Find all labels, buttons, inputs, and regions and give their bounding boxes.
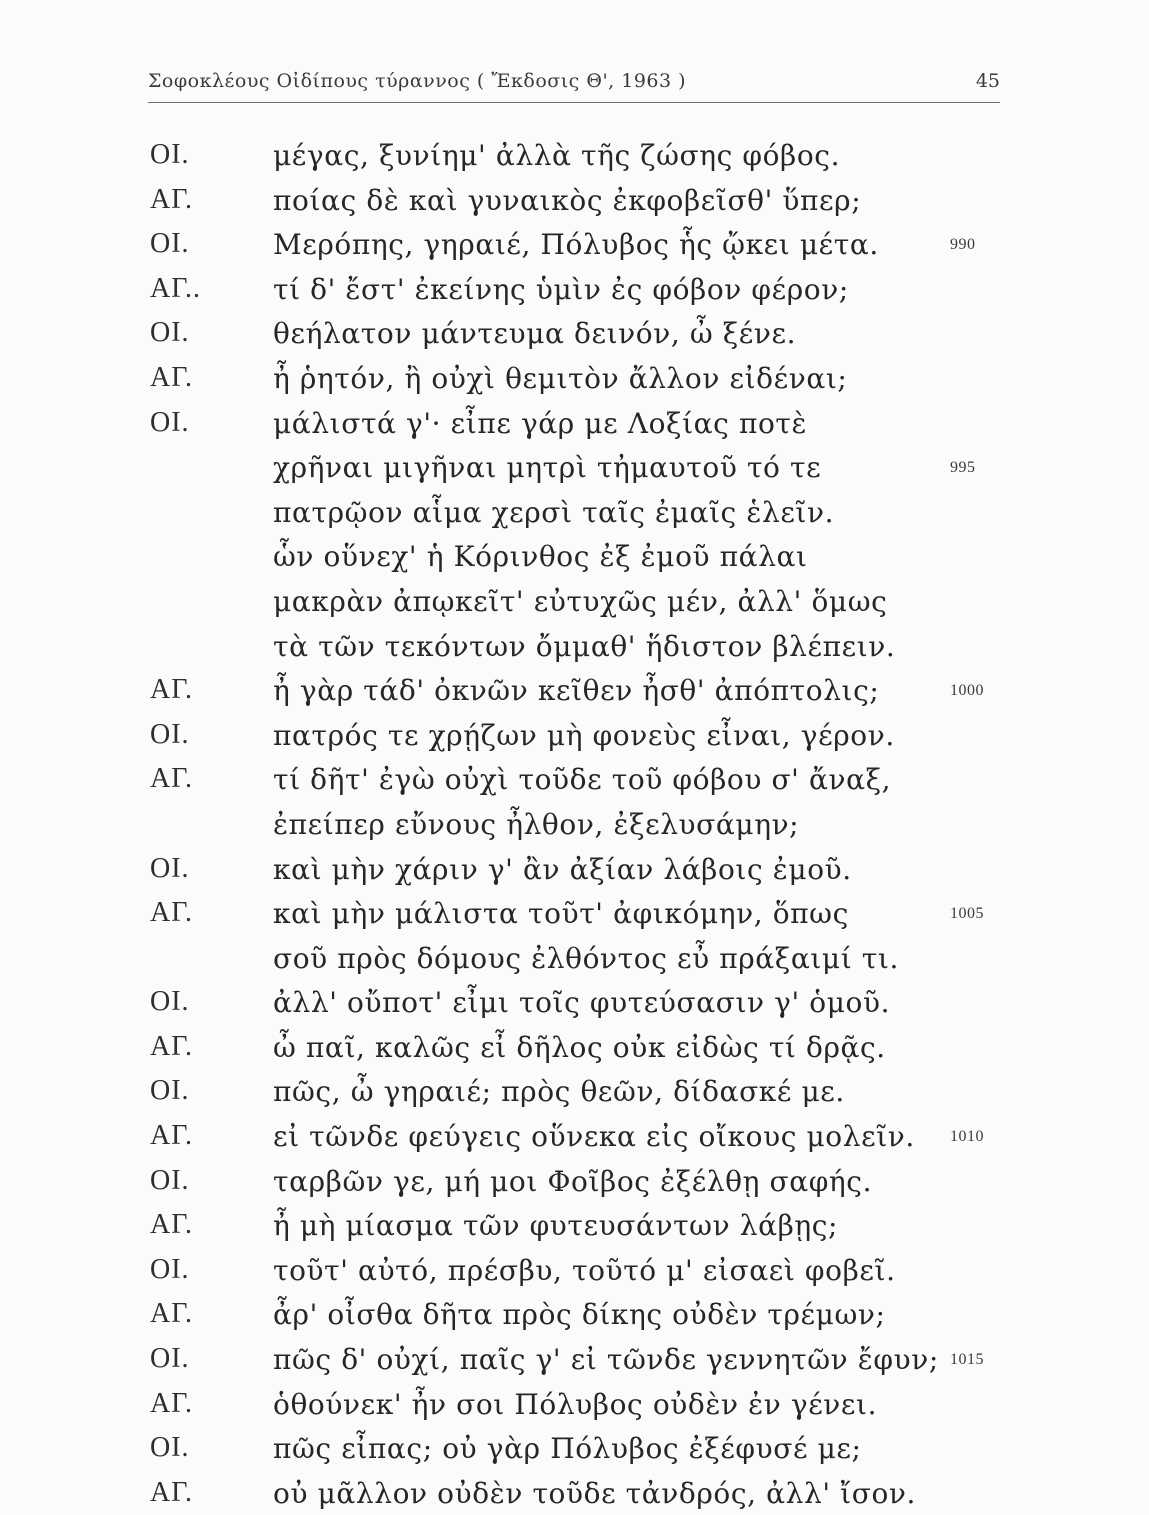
verse-line bbox=[0, 1471, 1149, 1515]
verse-line bbox=[0, 1069, 1149, 1114]
verse-line bbox=[0, 445, 1149, 490]
verse-line bbox=[0, 980, 1149, 1025]
line-number: 1005 bbox=[950, 905, 984, 923]
verse-line bbox=[0, 222, 1149, 267]
verse-text: χρῆναι μιγῆναι μητρὶ τἠμαυτοῦ τό τε bbox=[273, 451, 822, 485]
verse-text: πῶς εἶπας; οὐ γὰρ Πόλυβος ἐξέφυσέ με; bbox=[273, 1432, 862, 1466]
speaker-label: ΑΓ.. bbox=[150, 272, 202, 304]
verse-line bbox=[0, 178, 1149, 223]
running-title: Σοφοκλέους Οἰδίπους τύραννος ( Ἔκδοσις Θ', 1963 ) bbox=[148, 70, 687, 92]
speaker-label: ΟΙ. bbox=[150, 986, 190, 1018]
verse-text: μάλιστά γ'· εἶπε γάρ με Λοξίας ποτὲ bbox=[273, 406, 808, 440]
verse-line bbox=[0, 891, 1149, 936]
speaker-label: ΟΙ. bbox=[150, 139, 190, 170]
verse-text: πῶς, ὦ γηραιέ; πρὸς θεῶν, δίδασκέ με. bbox=[273, 1075, 845, 1109]
speaker-label: ΑΓ. bbox=[150, 361, 194, 393]
speaker-label: ΑΓ. bbox=[150, 1387, 194, 1419]
verse-line bbox=[0, 713, 1149, 758]
verse-text: οὐ μᾶλλον οὐδὲν τοῦδε τἀνδρός, ἀλλ' ἴσον. bbox=[273, 1476, 917, 1510]
line-number: 1010 bbox=[950, 1128, 984, 1146]
speaker-label: ΑΓ. bbox=[150, 674, 194, 706]
verse-text: ποίας δὲ καὶ γυναικὸς ἐκφοβεῖσθ' ὕπερ; bbox=[273, 183, 862, 217]
speaker-label: ΑΓ. bbox=[150, 1209, 194, 1241]
verse-line bbox=[0, 356, 1149, 401]
verse-line bbox=[0, 1292, 1149, 1337]
speaker-label: ΟΙ. bbox=[150, 317, 190, 349]
verse-text: Μερόπης, γηραιέ, Πόλυβος ἧς ᾤκει μέτα. bbox=[273, 228, 879, 262]
verse-line bbox=[0, 1203, 1149, 1248]
verse-line bbox=[0, 1114, 1149, 1159]
verse-block bbox=[0, 133, 1149, 1515]
verse-line bbox=[0, 1426, 1149, 1471]
verse-line bbox=[0, 267, 1149, 312]
speaker-label: ΑΓ. bbox=[150, 1476, 194, 1508]
speaker-label: ΑΓ. bbox=[150, 183, 194, 215]
speaker-label: ΟΙ. bbox=[150, 718, 190, 750]
page-number: 45 bbox=[975, 70, 1000, 92]
verse-text: ὧν οὕνεχ' ἡ Κόρινθος ἐξ ἐμοῦ πάλαι bbox=[273, 540, 808, 574]
verse-text: ταρβῶν γε, μή μοι Φοῖβος ἐξέλθῃ σαφής. bbox=[273, 1164, 873, 1198]
speaker-label: ΟΙ. bbox=[150, 228, 190, 260]
verse-line bbox=[0, 847, 1149, 892]
speaker-label: ΟΙ. bbox=[150, 852, 190, 884]
verse-text: μέγας, ξυνίημ' ἀλλὰ τῆς ζώσης φόβος. bbox=[273, 139, 841, 172]
verse-text: πατρῷον αἷμα χερσὶ ταῖς ἐμαῖς ἑλεῖν. bbox=[273, 495, 835, 529]
verse-line bbox=[0, 624, 1149, 669]
verse-line bbox=[0, 401, 1149, 446]
verse-text: ὁθούνεκ' ἦν σοι Πόλυβος οὐδὲν ἐν γένει. bbox=[273, 1387, 878, 1421]
verse-text: τοῦτ' αὐτό, πρέσβυ, τοῦτό μ' εἰσαεὶ φοβεῖ. bbox=[273, 1253, 896, 1287]
verse-text: τί δ' ἔστ' ἐκείνης ὑμὶν ἐς φόβον φέρον; bbox=[273, 272, 849, 306]
verse-text: καὶ μὴν μάλιστα τοῦτ' ἀφικόμην, ὅπως bbox=[273, 897, 849, 931]
verse-line bbox=[0, 311, 1149, 356]
verse-text: ἦ γὰρ τάδ' ὀκνῶν κεῖθεν ἦσθ' ἀπόπτολις; bbox=[273, 674, 880, 708]
speaker-label: ΟΙ. bbox=[150, 406, 190, 438]
line-number: 995 bbox=[950, 459, 976, 477]
verse-line bbox=[0, 668, 1149, 713]
speaker-label: ΑΓ. bbox=[150, 1298, 194, 1330]
speaker-label: ΟΙ. bbox=[150, 1343, 190, 1375]
verse-line bbox=[0, 534, 1149, 579]
speaker-label: ΑΓ. bbox=[150, 897, 194, 929]
speaker-label: ΟΙ. bbox=[150, 1253, 190, 1285]
verse-text: μακρὰν ἀπῳκεῖτ' εὐτυχῶς μέν, ἀλλ' ὅμως bbox=[273, 584, 888, 618]
verse-line bbox=[0, 757, 1149, 802]
verse-line bbox=[0, 490, 1149, 535]
verse-line bbox=[0, 1159, 1149, 1204]
speaker-label: ΟΙ. bbox=[150, 1432, 190, 1464]
verse-text: καὶ μὴν χάριν γ' ἂν ἀξίαν λάβοις ἐμοῦ. bbox=[273, 852, 852, 886]
verse-text: ἆρ' οἶσθα δῆτα πρὸς δίκης οὐδὲν τρέμων; bbox=[273, 1298, 886, 1332]
speaker-label: ΑΓ. bbox=[150, 1120, 194, 1152]
verse-text: τί δῆτ' ἐγὼ οὐχὶ τοῦδε τοῦ φόβου σ' ἄναξ, bbox=[273, 763, 892, 797]
line-number: 990 bbox=[950, 236, 976, 254]
verse-line bbox=[0, 1248, 1149, 1293]
verse-line bbox=[0, 1025, 1149, 1070]
verse-line bbox=[0, 579, 1149, 624]
verse-line bbox=[0, 1382, 1149, 1427]
speaker-label: ΟΙ. bbox=[150, 1164, 190, 1196]
running-head bbox=[148, 70, 1000, 100]
verse-line bbox=[0, 1337, 1149, 1382]
line-number: 1000 bbox=[950, 682, 984, 700]
verse-text: σοῦ πρὸς δόμους ἐλθόντος εὖ πράξαιμί τι. bbox=[273, 941, 899, 975]
line-number: 1015 bbox=[950, 1351, 984, 1369]
speaker-label: ΟΙ. bbox=[150, 1075, 190, 1107]
verse-text: ἦ μὴ μίασμα τῶν φυτευσάντων λάβῃς; bbox=[273, 1209, 839, 1243]
verse-text: εἰ τῶνδε φεύγεις οὕνεκα εἰς οἴκους μολεῖν. bbox=[273, 1120, 915, 1154]
verse-text: πατρός τε χρῄζων μὴ φονεὺς εἶναι, γέρον. bbox=[273, 718, 895, 752]
verse-text: ὦ παῖ, καλῶς εἶ δῆλος οὐκ εἰδὼς τί δρᾷς. bbox=[273, 1030, 886, 1064]
verse-text: ἀλλ' οὔποτ' εἶμι τοῖς φυτεύσασιν γ' ὁμοῦ. bbox=[273, 986, 891, 1020]
header-rule bbox=[148, 102, 1000, 103]
verse-text: πῶς δ' οὐχί, παῖς γ' εἰ τῶνδε γεννητῶν ἔφυν; bbox=[273, 1343, 939, 1377]
verse-text: ἐπείπερ εὔνους ἦλθον, ἐξελυσάμην; bbox=[273, 807, 800, 841]
speaker-label: ΑΓ. bbox=[150, 1030, 194, 1062]
verse-line bbox=[0, 936, 1149, 981]
verse-text: θεήλατον μάντευμα δεινόν, ὦ ξένε. bbox=[273, 317, 797, 351]
verse-text: τὰ τῶν τεκόντων ὄμμαθ' ἥδιστον βλέπειν. bbox=[273, 629, 896, 663]
speaker-label: ΑΓ. bbox=[150, 763, 194, 795]
verse-line bbox=[0, 133, 1149, 178]
verse-text: ἦ ῥητόν, ἢ οὐχὶ θεμιτὸν ἄλλον εἰδέναι; bbox=[273, 361, 848, 395]
verse-line bbox=[0, 802, 1149, 847]
